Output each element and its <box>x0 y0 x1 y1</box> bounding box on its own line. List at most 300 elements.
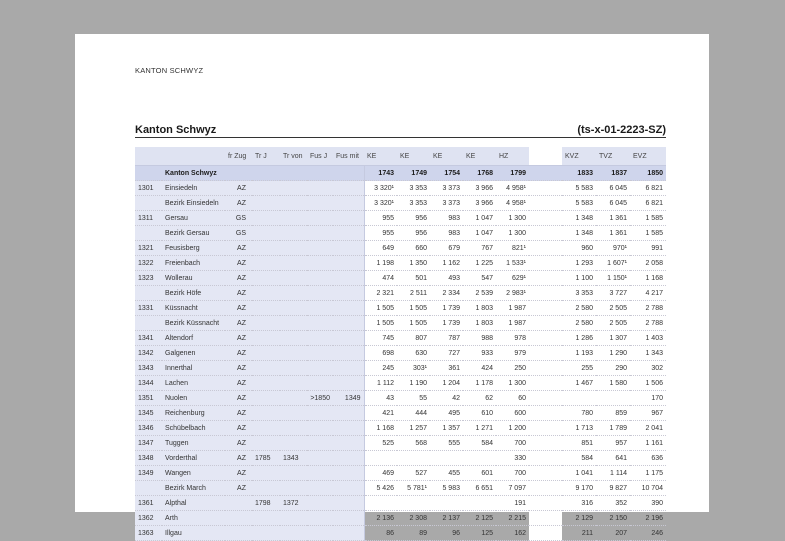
column-header <box>529 147 562 166</box>
table-cell: 2 196 <box>630 511 666 526</box>
table-row <box>135 331 666 346</box>
table-cell: 2 580 <box>562 301 596 316</box>
table-cell: 1 204 <box>430 376 463 391</box>
table-body <box>135 166 666 541</box>
table-cell <box>529 331 562 346</box>
table-cell: 1850 <box>630 166 666 181</box>
table-cell <box>333 361 364 376</box>
table-cell: AZ <box>225 301 252 316</box>
table-cell: 679 <box>430 241 463 256</box>
table-cell: 1 300 <box>496 376 529 391</box>
table-cell: 1 300 <box>496 211 529 226</box>
table-cell: 2 580 <box>562 316 596 331</box>
table-cell: 601 <box>463 466 496 481</box>
table-cell <box>529 241 562 256</box>
table-cell: 1322 <box>135 256 162 271</box>
table-cell <box>135 316 162 331</box>
table-cell <box>280 166 307 181</box>
table-cell: 2 215 <box>496 511 529 526</box>
table-cell: GS <box>225 211 252 226</box>
table-cell: 2 788 <box>630 301 666 316</box>
table-cell: 42 <box>430 391 463 406</box>
table-cell: 250 <box>496 361 529 376</box>
table-cell: 125 <box>463 526 496 541</box>
table-cell <box>364 496 397 511</box>
table-cell: 1 150¹ <box>596 271 630 286</box>
table-cell <box>307 526 333 541</box>
table-cell <box>333 166 364 181</box>
table-cell <box>252 256 280 271</box>
table-cell: 1 193 <box>562 346 596 361</box>
table-cell: 957 <box>596 436 630 451</box>
table-cell <box>333 226 364 241</box>
table-cell: 1343 <box>135 361 162 376</box>
table-cell <box>529 181 562 196</box>
table-cell: 2 129 <box>562 511 596 526</box>
table-cell <box>333 331 364 346</box>
table-cell <box>397 451 430 466</box>
table-cell <box>529 526 562 541</box>
table-cell <box>280 301 307 316</box>
table-cell: 547 <box>463 271 496 286</box>
table-cell: Wangen <box>162 466 225 481</box>
table-cell: 1 112 <box>364 376 397 391</box>
table-cell: 955 <box>364 211 397 226</box>
table-row <box>135 526 666 541</box>
table-row <box>135 436 666 451</box>
table-cell: 474 <box>364 271 397 286</box>
table-cell: 1349 <box>333 391 364 406</box>
table-cell: 641 <box>596 451 630 466</box>
table-cell: AZ <box>225 271 252 286</box>
table-cell: 1 803 <box>463 301 496 316</box>
table-cell: Kanton Schwyz <box>162 166 225 181</box>
table-cell: 302 <box>630 361 666 376</box>
table-cell <box>430 496 463 511</box>
table-cell: 1 580 <box>596 376 630 391</box>
table-cell <box>280 211 307 226</box>
column-header: Fus mit <box>333 147 364 166</box>
table-cell: 967 <box>630 406 666 421</box>
table-cell: Lachen <box>162 376 225 391</box>
table-cell <box>529 451 562 466</box>
table-cell: 2 125 <box>463 511 496 526</box>
table-cell <box>333 316 364 331</box>
table-header-row <box>135 147 666 166</box>
table-cell <box>307 466 333 481</box>
table-row <box>135 271 666 286</box>
table-cell <box>280 406 307 421</box>
table-cell <box>135 166 162 181</box>
column-header: HZ <box>496 147 529 166</box>
table-row <box>135 301 666 316</box>
table-cell: 361 <box>430 361 463 376</box>
table-cell: 527 <box>397 466 430 481</box>
table-cell: 1 168 <box>630 271 666 286</box>
table-row <box>135 211 666 226</box>
table-cell: 1301 <box>135 181 162 196</box>
table-cell <box>364 451 397 466</box>
table-cell: 1372 <box>280 496 307 511</box>
table-cell: 2 539 <box>463 286 496 301</box>
table-cell: 600 <box>496 406 529 421</box>
column-header: Tr von <box>280 147 307 166</box>
table-cell: 525 <box>364 436 397 451</box>
table-cell <box>225 496 252 511</box>
table-cell: 10 704 <box>630 481 666 496</box>
table-cell: 2 136 <box>364 511 397 526</box>
table-cell: AZ <box>225 451 252 466</box>
table-cell: 1 168 <box>364 421 397 436</box>
table-cell: 3 320¹ <box>364 181 397 196</box>
table-cell: 1 047 <box>463 211 496 226</box>
table-cell: 6 045 <box>596 181 630 196</box>
table-cell: Küssnacht <box>162 301 225 316</box>
table-cell: 698 <box>364 346 397 361</box>
table-cell: AZ <box>225 346 252 361</box>
table-cell <box>135 226 162 241</box>
table-cell: 1837 <box>596 166 630 181</box>
table-cell: 3 353 <box>562 286 596 301</box>
table-cell: 2 150 <box>596 511 630 526</box>
table-cell <box>307 451 333 466</box>
table-cell: 1 162 <box>430 256 463 271</box>
table-cell: 660 <box>397 241 430 256</box>
table-cell: Schübelbach <box>162 421 225 436</box>
table-cell: 9 827 <box>596 481 630 496</box>
table-cell: Reichenburg <box>162 406 225 421</box>
table-cell <box>225 526 252 541</box>
table-row <box>135 286 666 301</box>
table-cell <box>307 226 333 241</box>
table-cell <box>529 481 562 496</box>
table-cell: Wollerau <box>162 271 225 286</box>
table-cell: 1 047 <box>463 226 496 241</box>
table-cell <box>280 346 307 361</box>
table-cell: 1785 <box>252 451 280 466</box>
table-cell <box>280 511 307 526</box>
table-row <box>135 196 666 211</box>
table-cell: 1351 <box>135 391 162 406</box>
table-cell: 700 <box>496 466 529 481</box>
table-cell <box>252 211 280 226</box>
table-cell: 787 <box>430 331 463 346</box>
table-cell: >1850 <box>307 391 333 406</box>
table-cell: 1 114 <box>596 466 630 481</box>
table-cell <box>333 406 364 421</box>
table-cell: AZ <box>225 331 252 346</box>
table-cell: 2 041 <box>630 421 666 436</box>
table-cell: 1 225 <box>463 256 496 271</box>
table-cell: 568 <box>397 436 430 451</box>
table-row <box>135 481 666 496</box>
table-cell: 3 320¹ <box>364 196 397 211</box>
table-cell: 1 293 <box>562 256 596 271</box>
table-cell: 316 <box>562 496 596 511</box>
table-cell: 821¹ <box>496 241 529 256</box>
table-cell: 1347 <box>135 436 162 451</box>
table-cell: AZ <box>225 196 252 211</box>
table-cell: 610 <box>463 406 496 421</box>
table-cell <box>333 466 364 481</box>
table-cell: 5 426 <box>364 481 397 496</box>
table-cell: 5 583 <box>562 181 596 196</box>
table-cell: 162 <box>496 526 529 541</box>
table-cell: 1743 <box>364 166 397 181</box>
table-cell: 245 <box>364 361 397 376</box>
table-cell <box>135 196 162 211</box>
table-cell: 2 511 <box>397 286 430 301</box>
table-cell <box>307 481 333 496</box>
table-cell: 2 321 <box>364 286 397 301</box>
table-cell <box>307 316 333 331</box>
table-cell: 1 803 <box>463 316 496 331</box>
column-header: KVZ <box>562 147 596 166</box>
table-cell <box>252 196 280 211</box>
table-cell <box>529 391 562 406</box>
table-cell <box>463 496 496 511</box>
table-cell: 1311 <box>135 211 162 226</box>
table-cell <box>333 196 364 211</box>
table-cell: Vorderthal <box>162 451 225 466</box>
table-cell <box>307 331 333 346</box>
table-cell <box>333 241 364 256</box>
table-cell: 1 175 <box>630 466 666 481</box>
table-cell: Alpthal <box>162 496 225 511</box>
table-cell: 2 308 <box>397 511 430 526</box>
table-cell: 2 058 <box>630 256 666 271</box>
table-cell: 3 353 <box>397 181 430 196</box>
table-cell: 501 <box>397 271 430 286</box>
table-cell: Tuggen <box>162 436 225 451</box>
table-cell <box>280 316 307 331</box>
table-cell: 1 357 <box>430 421 463 436</box>
table-cell <box>307 301 333 316</box>
table-row <box>135 241 666 256</box>
table-cell: 807 <box>397 331 430 346</box>
table-cell: 1 271 <box>463 421 496 436</box>
table-cell: AZ <box>225 241 252 256</box>
table-cell: 1 506 <box>630 376 666 391</box>
table-cell <box>280 196 307 211</box>
table-cell <box>307 376 333 391</box>
table-cell <box>135 481 162 496</box>
table-cell <box>529 286 562 301</box>
table-cell <box>307 361 333 376</box>
table-cell: 629¹ <box>496 271 529 286</box>
table-cell: 1323 <box>135 271 162 286</box>
table-cell <box>280 421 307 436</box>
table-cell <box>397 496 430 511</box>
table-cell <box>307 211 333 226</box>
table-row <box>135 316 666 331</box>
table-cell <box>529 301 562 316</box>
table-cell <box>596 391 630 406</box>
table-cell: 1 286 <box>562 331 596 346</box>
table-cell <box>252 466 280 481</box>
table-cell: AZ <box>225 181 252 196</box>
table-cell: Arth <box>162 511 225 526</box>
table-cell <box>529 376 562 391</box>
table-cell: 421 <box>364 406 397 421</box>
table-cell: 1 350 <box>397 256 430 271</box>
table-row <box>135 406 666 421</box>
table-cell: 767 <box>463 241 496 256</box>
table-cell <box>333 181 364 196</box>
table-cell: 495 <box>430 406 463 421</box>
table-cell: 983 <box>430 226 463 241</box>
table-cell: 1 300 <box>496 226 529 241</box>
table-code: (ts-x-01-2223-SZ) <box>577 124 666 136</box>
table-cell <box>280 391 307 406</box>
table-cell: 3 727 <box>596 286 630 301</box>
table-cell: 43 <box>364 391 397 406</box>
table-cell: AZ <box>225 406 252 421</box>
table-cell: 330 <box>496 451 529 466</box>
table-cell: AZ <box>225 316 252 331</box>
table-cell: 1 257 <box>397 421 430 436</box>
table-cell <box>252 436 280 451</box>
column-header: KE <box>364 147 397 166</box>
table-cell: 7 097 <box>496 481 529 496</box>
table-cell: 1 348 <box>562 211 596 226</box>
table-cell <box>252 346 280 361</box>
table-cell: 2 983¹ <box>496 286 529 301</box>
table-cell <box>307 241 333 256</box>
table-cell <box>333 451 364 466</box>
table-cell <box>529 346 562 361</box>
table-cell <box>529 466 562 481</box>
table-cell: 2 334 <box>430 286 463 301</box>
table-cell <box>280 271 307 286</box>
table-cell: Bezirk Küssnacht <box>162 316 225 331</box>
table-cell <box>529 496 562 511</box>
table-cell <box>280 526 307 541</box>
table-cell <box>307 496 333 511</box>
table-cell: 1 739 <box>430 316 463 331</box>
table-cell: 2 505 <box>596 301 630 316</box>
table-cell <box>333 376 364 391</box>
table-cell <box>252 511 280 526</box>
table-cell: Illgau <box>162 526 225 541</box>
table-cell: 851 <box>562 436 596 451</box>
table-cell: 1 307 <box>596 331 630 346</box>
table-cell: 5 781¹ <box>397 481 430 496</box>
table-cell: 9 170 <box>562 481 596 496</box>
table-cell <box>307 286 333 301</box>
table-row <box>135 361 666 376</box>
table-cell <box>529 226 562 241</box>
table-cell: 700 <box>496 436 529 451</box>
table-row <box>135 421 666 436</box>
table-cell: 1 467 <box>562 376 596 391</box>
table-cell: 1344 <box>135 376 162 391</box>
table-cell: Galgenen <box>162 346 225 361</box>
table-cell: 727 <box>430 346 463 361</box>
table-cell: 4 958¹ <box>496 181 529 196</box>
table-cell <box>280 481 307 496</box>
table-cell <box>252 361 280 376</box>
page-title: Kanton Schwyz <box>135 124 217 136</box>
table-cell <box>280 436 307 451</box>
table-cell <box>333 301 364 316</box>
table-cell <box>225 166 252 181</box>
table-cell <box>280 256 307 271</box>
canton-total-row <box>135 166 666 181</box>
table-cell: Einsiedeln <box>162 181 225 196</box>
table-cell: 1343 <box>280 451 307 466</box>
table-cell <box>280 286 307 301</box>
table-cell: Nuolen <box>162 391 225 406</box>
table-cell <box>307 436 333 451</box>
table-cell <box>529 406 562 421</box>
table-cell <box>252 181 280 196</box>
table-cell: 290 <box>596 361 630 376</box>
table-cell <box>252 226 280 241</box>
column-header: KE <box>463 147 496 166</box>
table-cell: 1 361 <box>596 211 630 226</box>
table-cell: AZ <box>225 361 252 376</box>
table-cell <box>333 286 364 301</box>
table-cell: 1 505 <box>364 301 397 316</box>
table-cell: 1342 <box>135 346 162 361</box>
table-cell: 455 <box>430 466 463 481</box>
table-row <box>135 451 666 466</box>
table-cell: Bezirk Höfe <box>162 286 225 301</box>
table-cell: AZ <box>225 286 252 301</box>
table-cell: 1 505 <box>397 301 430 316</box>
table-cell <box>529 211 562 226</box>
table-cell: 303¹ <box>397 361 430 376</box>
table-cell: 956 <box>397 226 430 241</box>
table-cell: 1 713 <box>562 421 596 436</box>
table-cell: 983 <box>430 211 463 226</box>
table-cell: 1 178 <box>463 376 496 391</box>
table-cell: 1362 <box>135 511 162 526</box>
table-cell: 1 198 <box>364 256 397 271</box>
table-cell <box>333 256 364 271</box>
table-cell <box>252 406 280 421</box>
table-cell <box>280 181 307 196</box>
table-cell: AZ <box>225 436 252 451</box>
table-cell <box>307 511 333 526</box>
table-cell: 62 <box>463 391 496 406</box>
table-cell: AZ <box>225 466 252 481</box>
table-cell: AZ <box>225 256 252 271</box>
table-cell: 1346 <box>135 421 162 436</box>
table-cell <box>529 196 562 211</box>
table-cell <box>430 451 463 466</box>
table-cell: 3 353 <box>397 196 430 211</box>
table-cell <box>280 331 307 346</box>
table-cell: 1 041 <box>562 466 596 481</box>
table-row <box>135 466 666 481</box>
table-cell: 4 217 <box>630 286 666 301</box>
table-row <box>135 226 666 241</box>
table-cell <box>529 256 562 271</box>
table-row <box>135 376 666 391</box>
table-cell: GS <box>225 226 252 241</box>
table-cell: 493 <box>430 271 463 286</box>
table-cell <box>529 316 562 331</box>
table-cell <box>280 376 307 391</box>
table-cell: 649 <box>364 241 397 256</box>
document-page <box>75 34 709 537</box>
column-header: Tr J <box>252 147 280 166</box>
table-cell: 1 987 <box>496 301 529 316</box>
table-cell: 991 <box>630 241 666 256</box>
table-cell: 89 <box>397 526 430 541</box>
